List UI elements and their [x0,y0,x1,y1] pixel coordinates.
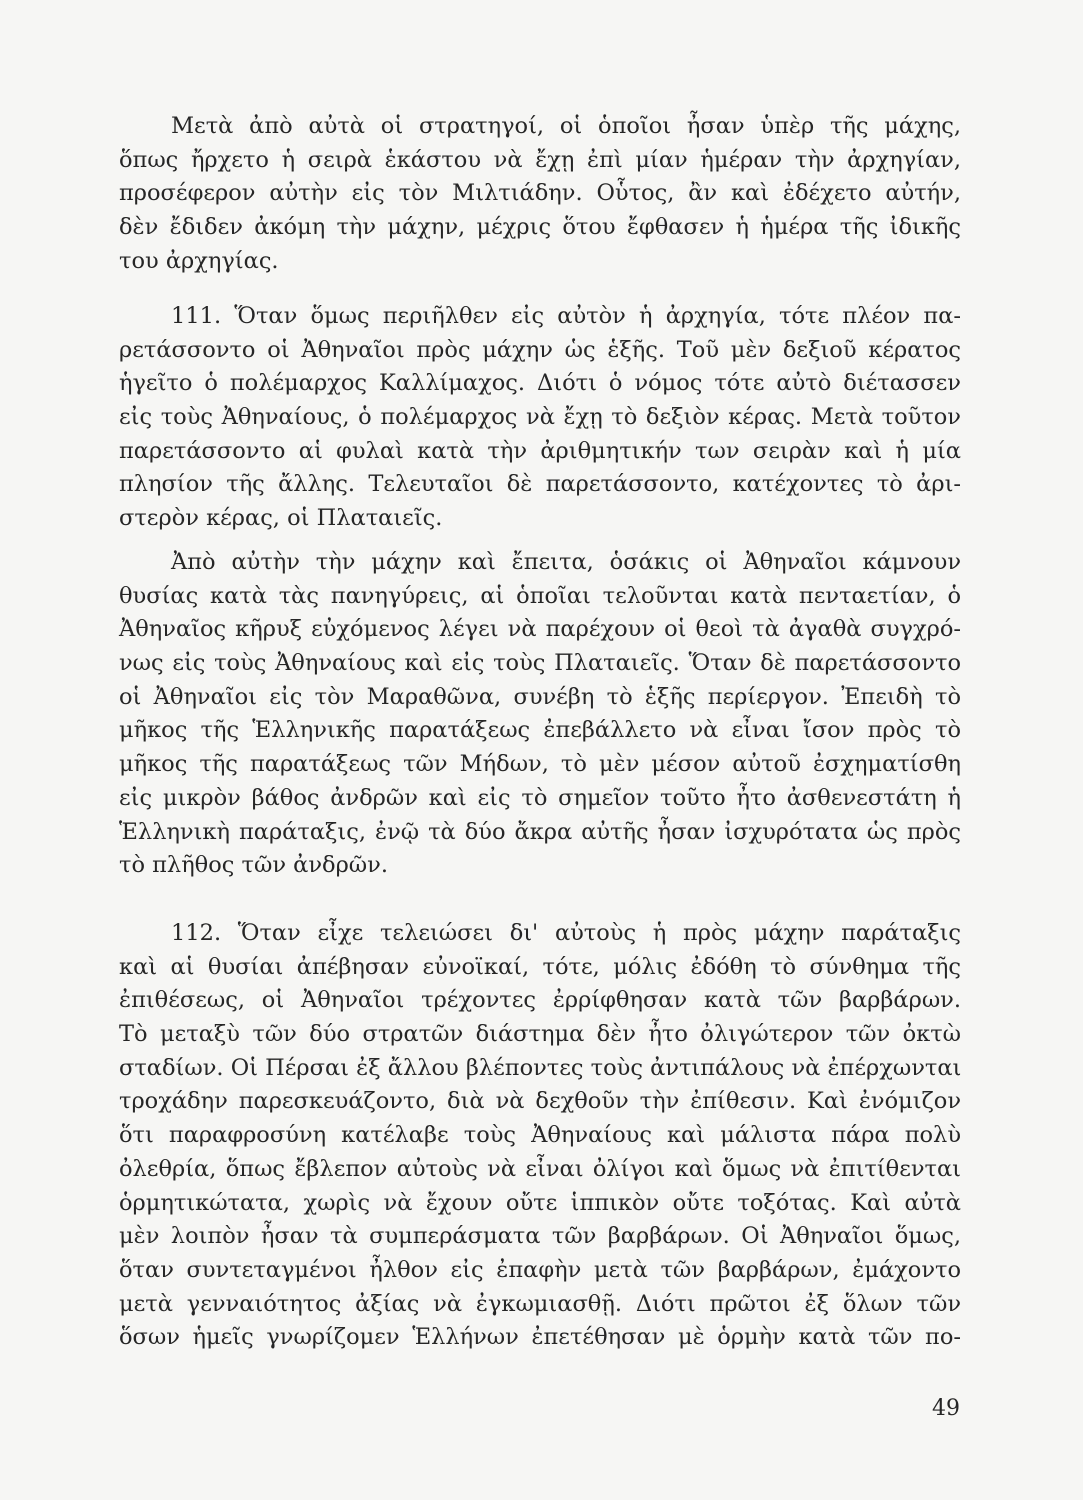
text-line: παρετάσσοντο αἱ φυλαὶ κατὰ τὴν ἀριθμητικήν των σειρὰν καὶ ἡ μία [119,437,961,464]
text-line: ρετάσσοντο οἱ Ἀθηναῖοι πρὸς μάχην ὡς ἑξῆς. Τοῦ μὲν δεξιοῦ κέρατος [119,336,961,363]
text-line: μῆκος τῆς παρατάξεως τῶν Μήδων, τὸ μὲν μέσον αὐτοῦ ἐσχηματίσθη [119,751,961,778]
paragraph-112 [119,917,961,1355]
text-line: Ἀπὸ αὐτὴν τὴν μάχην καὶ ἔπειτα, ὁσάκις οἱ Ἀθηναῖοι κάμνουν [171,549,961,575]
text-line: νως εἰς τοὺς Ἀθηναίους καὶ εἰς τοὺς Πλαταιεῖς. Ὅταν δὲ παρετάσσοντο [119,650,961,677]
page-number: 49 [932,1396,960,1421]
text-line: δὲν ἔδιδεν ἀκόμη τὴν μάχην, μέχρις ὅτου ἔφθασεν ἡ ἡμέρα τῆς ἰδικῆς [119,214,961,241]
text-line: οἱ Ἀθηναῖοι εἰς τὸν Μαραθῶνα, συνέβη τὸ ἑξῆς περίεργον. Ἐπειδὴ τὸ [119,683,961,710]
text-line: 112. Ὅταν εἶχε τελειώσει δι' αὐτοὺς ἡ πρὸς μάχην παράταξις [171,920,961,946]
paragraph-sacrifices [119,546,961,883]
text-line: του ἀρχηγίας. [119,247,279,274]
text-line: Ἑλληνικὴ παράταξις, ἐνῷ τὰ δύο ἄκρα αὐτῆς ἦσαν ἰσχυρότατα ὡς πρὸς [119,818,961,845]
text-line: 111. Ὅταν ὅμως περιῆλθεν εἰς αὐτὸν ἡ ἀρχηγία, τότε πλέον πα- [171,303,961,329]
text-line: ὅτι παραφροσύνη κατέλαβε τοὺς Ἀθηναίους καὶ μάλιστα πάρα πολὺ [119,1122,961,1149]
text-line: ὅσων ἡμεῖς γνωρίζομεν Ἑλλήνων ἐπετέθησαν μὲ ὁρμὴν κατὰ τῶν πο- [119,1324,961,1351]
text-line: Ἀθηναῖος κῆρυξ εὐχόμενος λέγει νὰ παρέχουν οἱ θεοὶ τὰ ἀγαθὰ συγχρό- [119,616,961,643]
paragraph-111 [119,300,961,536]
text-line: καὶ αἱ θυσίαι ἀπέβησαν εὐνοϊκαί, τότε, μόλις ἐδόθη τὸ σύνθημα τῆς [119,953,961,980]
text-line: πλησίον τῆς ἄλλης. Τελευταῖοι δὲ παρετάσσοντο, κατέχοντες τὸ ἀρι- [119,471,961,498]
text-line: μῆκος τῆς Ἑλληνικῆς παρατάξεως ἐπεβάλλετο νὰ εἶναι ἴσον πρὸς τὸ [119,717,961,744]
text-line: ἐπιθέσεως, οἱ Ἀθηναῖοι τρέχοντες ἐρρίφθησαν κατὰ τῶν βαρβάρων. [119,987,961,1014]
text-line: μετὰ γενναιότητος ἀξίας νὰ ἐγκωμιασθῇ. Διότι πρῶτοι ἐξ ὅλων τῶν [119,1290,961,1317]
text-line: τροχάδην παρεσκευάζοντο, διὰ νὰ δεχθοῦν τὴν ἐπίθεσιν. Καὶ ἐνόμιζον [119,1088,961,1115]
text-line: ἡγεῖτο ὁ πολέμαρχος Καλλίμαχος. Διότι ὁ νόμος τότε αὐτὸ διέτασσεν [119,370,961,397]
text-line: τὸ πλῆθος τῶν ἀνδρῶν. [119,852,388,879]
text-line: ὁρμητικώτατα, χωρὶς νὰ ἔχουν οὔτε ἱππικὸν οὔτε τοξότας. Καὶ αὐτὰ [119,1189,961,1216]
text-line: ὅπως ἤρχετο ἡ σειρὰ ἑκάστου νὰ ἔχῃ ἐπὶ μίαν ἡμέραν τὴν ἀρχηγίαν, [119,146,961,173]
text-line: στερὸν κέρας, οἱ Πλαταιεῖς. [119,505,443,532]
text-line: προσέφερον αὐτὴν εἰς τὸν Μιλτιάδην. Οὗτος, ἂν καὶ ἐδέχετο αὐτήν, [119,180,961,207]
text-line: Μετὰ ἀπὸ αὐτὰ οἱ στρατηγοί, οἱ ὁποῖοι ἦσαν ὑπὲρ τῆς μάχης, [171,113,961,139]
text-line: ὀλεθρία, ὅπως ἔβλεπον αὐτοὺς νὰ εἶναι ὀλίγοι καὶ ὅμως νὰ ἐπιτίθενται [119,1155,961,1182]
text-line: Τὸ μεταξὺ τῶν δύο στρατῶν διάστημα δὲν ἦτο ὀλιγώτερον τῶν ὀκτὼ [119,1021,961,1048]
text-line: εἰς μικρὸν βάθος ἀνδρῶν καὶ εἰς τὸ σημεῖον τοῦτο ἦτο ἀσθενεστάτη ἡ [119,784,961,811]
paragraph-intro [119,110,961,278]
text-line: θυσίας κατὰ τὰς πανηγύρεις, αἱ ὁποῖαι τελοῦνται κατὰ πενταετίαν, ὁ [119,582,961,609]
text-line: ὅταν συντεταγμένοι ἦλθον εἰς ἐπαφὴν μετὰ τῶν βαρβάρων, ἐμάχοντο [119,1256,961,1283]
text-line: σταδίων. Οἱ Πέρσαι ἐξ ἄλλου βλέποντες τοὺς ἀντιπάλους νὰ ἐπέρχωνται [119,1054,962,1081]
text-line: μὲν λοιπὸν ἦσαν τὰ συμπεράσματα τῶν βαρβάρων. Οἱ Ἀθηναῖοι ὅμως, [119,1223,961,1250]
text-line: εἰς τοὺς Ἀθηναίους, ὁ πολέμαρχος νὰ ἔχῃ τὸ δεξιὸν κέρας. Μετὰ τοῦτον [119,404,961,431]
